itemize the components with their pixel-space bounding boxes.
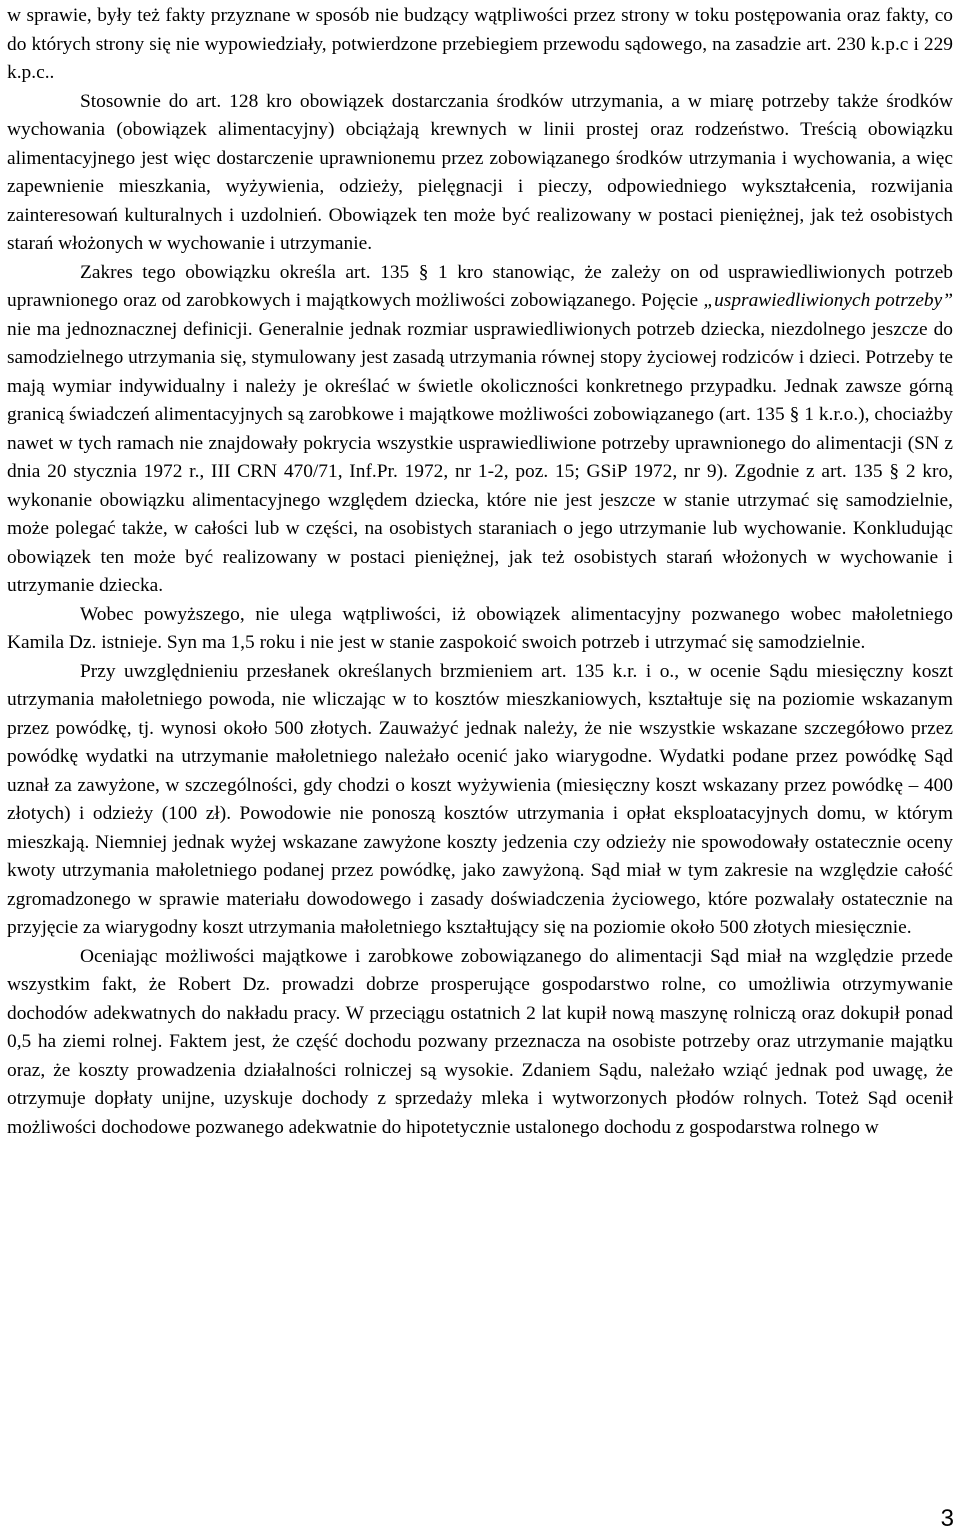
section-sign: § — [418, 261, 429, 283]
italic-term: „usprawiedliwionych potrzeby” — [703, 290, 954, 311]
section-sign: § — [889, 461, 900, 482]
text-run: Oceniając możliwości majątkowe i zarobkowe zobowiązanego do alimentacji Sąd miał na względzie przede wszystkim fakt, że Robert Dz. prowadzi dobrze prosperujące gospodarstwo rolne, co umożliwia otrzymywanie dochodów adekwatnych do nakładu pracy. W przeciągu ostatnich 2 lat kupił nową maszynę rolniczą oraz dokupił ponad 0,5 ha ziemi rolnej. Faktem jest, że część dochodu pozwany przeznacza na osobiste potrzeby oraz utrzymanie majątku oraz, że koszty prowadzenia działalności rolniczej są wysokie. Zdaniem Sądu, należało wziąć jednak pod uwagę, że otrzymuje dopłaty unijne, uzyskuje dochody z sprzedaży mleka i wytworzonych płodów rolnych. Toteż Sąd ocenił możliwości dochodowe pozwanego adekwatnie do hipotetycznie ustalonego dochodu z gospodarstwa rolnego w — [7, 945, 953, 1138]
page-number: 3 — [940, 1505, 954, 1532]
section-sign: § — [789, 404, 800, 425]
document-page — [7, 2, 953, 1142]
text-run: 1 kro stanowiąc, że zależy on od usprawiedliwionych potrzeb uprawnionego oraz od zarobkowych i majątkowych możliwości zobowiązanego. Pojęcie — [7, 261, 953, 311]
paragraph — [7, 943, 953, 1143]
text-run: Stosownie do art. 128 kro obowiązek dostarczania środków utrzymania, a w miarę potrzeby także środków wychowania (obowiązek alimentacyjny) obciążają krewnych w linii prostej oraz rodzeństwo. Treścią obowiązku alimentacyjnego jest więc dostarczenie uprawnionemu przez zobowiązanego środków utrzymania i wychowania, a więc zapewnienie mieszkania, wyżywienia, odzieży, pielęgnacji i pieczy, odpowiedniego wykształcenia, rozwijania zainteresowań kulturalnych i uzdolnień. Obowiązek ten może być realizowany w postaci pieniężnej, jak też osobistych starań włożonych w wychowanie i utrzymanie. — [7, 90, 953, 254]
paragraph — [7, 658, 953, 943]
text-run: w sprawie, były też fakty przyznane w sposób nie budzący wątpliwości przez strony w toku postępowania oraz fakty, co do których strony się nie wypowiedziały, potwierdzone przebiegiem przewodu sądowego, na zasadzie art. 230 k.p.c i 229 k.p.c.. — [7, 5, 953, 83]
text-run: Zakres tego obowiązku określa art. 135 — [80, 261, 419, 283]
text-run: 2 kro, wykonanie obowiązku alimentacyjnego względem dziecka, które nie jest jeszcze w stanie utrzymać się samodzielnie, może polegać także, w całości lub w części, na osobistych staraniach o jego utrzymanie lub wychowanie. Konkludując obowiązek ten może być realizowany w postaci pieniężnej, jak też osobistych starań włożonych w wychowanie i utrzymanie dziecka. — [7, 461, 954, 596]
document-body — [7, 2, 953, 1142]
text-run: Wobec powyższego, nie ulega wątpliwości, iż obowiązek alimentacyjny pozwanego wobec małoletniego Kamila Dz. istnieje. Syn ma 1,5 roku i nie jest w stanie zaspokoić swoich potrzeb i utrzymać się samodzielnie. — [7, 603, 953, 653]
paragraph — [7, 601, 953, 658]
text-run: 1 k.r.o.), chociażby nawet w tych ramach nie znajdowały pokrycia wszystkie usprawiedliwione potrzeby uprawnionego do alimentacji (SN z dnia 20 stycznia 1972 r., III CRN 470/71, Inf.Pr. 1972, nr 1-2, poz. 15; GSiP 1972, nr 9). Zgodnie z art. 135 — [7, 404, 953, 482]
text-run: Przy uwzględnieniu przesłanek określanych brzmieniem art. 135 k.r. i o., w ocenie Sądu miesięczny koszt utrzymania małoletniego powoda, nie wliczając w to kosztów mieszkaniowych, kształtuje się na poziomie wskazanym przez powódkę, tj. wynosi około 500 złotych. Zauważyć jednak należy, że nie wszystkie wskazane szczegółowo przez powódkę wydatki na utrzymanie małoletniego należało ocenić jako wiarygodne. Wydatki podane przez powódkę Sąd uznał za zawyżone, w szczególności, gdy chodzi o koszt wyżywienia (miesięczny koszt wskazany przez powódkę – 400 złotych) i odzieży (100 zł). Powodowie nie ponoszą kosztów utrzymania i opłat eksploatacyjnych domu, w którym mieszkają. Niemniej jednak wyżej wskazane zawyżone koszty jedzenia czy odzieży nie spowodowały ostatecznie oceny kwoty utrzymania małoletniego podanej przez powódkę, jako zawyżoną. Sąd miał w tym zakresie na względzie całość zgromadzonego w sprawie materiału dowodowego i zasady doświadczenia życiowego, które pozwalały ostatecznie na przyjęcie za wiarygodny koszt utrzymania małoletniego kształtujący się na poziomie około 500 złotych miesięcznie. — [7, 660, 953, 938]
paragraph — [7, 88, 953, 259]
paragraph — [7, 2, 953, 88]
text-run: nie ma jednoznacznej definicji. Generalnie jednak rozmiar usprawiedliwionych potrzeb dziecka, niezdolnego jeszcze do samodzielnego utrzymania się, stymulowany jest zasadą utrzymania równej stopy życiowej rodziców i dzieci. Potrzeby te mają wymiar indywidualny i należy je określać w świetle okoliczności konkretnego przypadku. Jednak zawsze górną granicą świadczeń alimentacyjnych są zarobkowe i majątkowe możliwości zobowiązanego (art. 135 — [7, 318, 953, 425]
paragraph — [7, 259, 953, 601]
